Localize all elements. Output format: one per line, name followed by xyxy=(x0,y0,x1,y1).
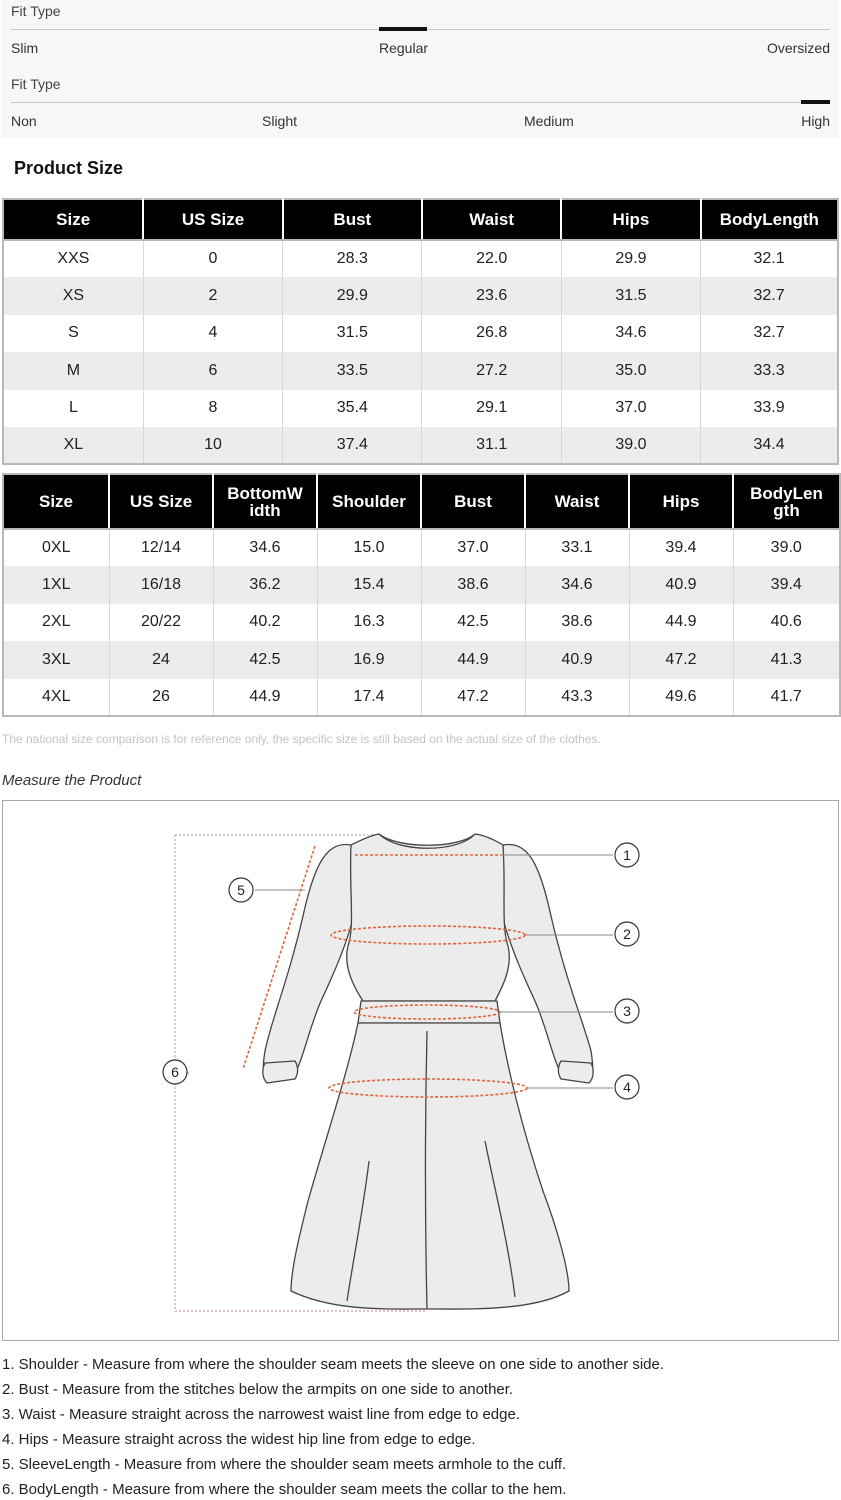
table-cell: 17.4 xyxy=(317,679,421,716)
fit-type-title-2: Fit Type xyxy=(11,76,61,92)
table-cell: 4 xyxy=(143,315,282,352)
table-cell: 16.3 xyxy=(317,604,421,641)
table-cell: 40.6 xyxy=(733,604,840,641)
table-cell: 8 xyxy=(143,390,282,427)
table-cell: 33.3 xyxy=(701,352,838,389)
header-shoulder: Shoulder xyxy=(317,474,421,529)
table-row xyxy=(3,604,840,641)
table-row xyxy=(3,277,838,314)
table-cell: 32.7 xyxy=(701,315,838,352)
table-cell: 2XL xyxy=(3,604,109,641)
fit-type-title-1: Fit Type xyxy=(11,3,61,19)
table-cell: 31.5 xyxy=(561,277,700,314)
dress-shape xyxy=(263,834,593,1309)
table-cell: 38.6 xyxy=(525,604,629,641)
table-cell: 39.4 xyxy=(733,566,840,603)
table-cell: 40.9 xyxy=(525,641,629,678)
header-bust: Bust xyxy=(283,199,422,240)
table-cell: 39.0 xyxy=(733,529,840,566)
table-cell: 43.3 xyxy=(525,679,629,716)
table-cell: 44.9 xyxy=(421,641,525,678)
table-cell: 0 xyxy=(143,240,282,277)
table-row xyxy=(3,240,838,277)
fit-scale-indicator-1 xyxy=(379,27,427,31)
table-cell: 24 xyxy=(109,641,213,678)
table-cell: 39.4 xyxy=(629,529,733,566)
table-row xyxy=(3,641,840,678)
table-cell: 41.3 xyxy=(733,641,840,678)
table-cell: 34.6 xyxy=(525,566,629,603)
svg-text:4: 4 xyxy=(623,1079,631,1095)
table-cell: 34.4 xyxy=(701,427,838,464)
table-cell: 26.8 xyxy=(422,315,561,352)
instruction-hips: 4. Hips - Measure straight across the widest hip line from edge to edge. xyxy=(2,1431,476,1448)
header-size: Size xyxy=(3,199,143,240)
header-waist: Waist xyxy=(422,199,561,240)
table-cell: 4XL xyxy=(3,679,109,716)
marker-2 xyxy=(615,922,639,946)
table-row xyxy=(3,427,838,464)
table-row xyxy=(3,352,838,389)
fit-type-panel xyxy=(2,0,838,138)
table-cell: 28.3 xyxy=(283,240,422,277)
svg-text:1: 1 xyxy=(623,847,631,863)
table-cell: 3XL xyxy=(3,641,109,678)
fit-option-slight: Slight xyxy=(262,113,298,129)
table-cell: XXS xyxy=(3,240,143,277)
table-cell: 44.9 xyxy=(213,679,317,716)
table-cell: 39.0 xyxy=(561,427,700,464)
svg-text:5: 5 xyxy=(237,882,245,898)
table-header-row xyxy=(3,199,838,240)
table-cell: 31.5 xyxy=(283,315,422,352)
svg-text:3: 3 xyxy=(623,1003,631,1019)
table-cell: 32.7 xyxy=(701,277,838,314)
header-body-length: BodyLength xyxy=(701,199,838,240)
table-cell: L xyxy=(3,390,143,427)
table-row xyxy=(3,390,838,427)
table-cell: 6 xyxy=(143,352,282,389)
fit-option-medium: Medium xyxy=(524,113,574,129)
marker-1 xyxy=(615,843,639,867)
table-cell: 29.9 xyxy=(283,277,422,314)
table-cell: XS xyxy=(3,277,143,314)
marker-4 xyxy=(615,1075,639,1099)
table-cell: 12/14 xyxy=(109,529,213,566)
svg-text:2: 2 xyxy=(623,926,631,942)
table-cell: 36.2 xyxy=(213,566,317,603)
header-us-size: US Size xyxy=(143,199,282,240)
table-cell: M xyxy=(3,352,143,389)
table-cell: 37.0 xyxy=(421,529,525,566)
table-cell: 26 xyxy=(109,679,213,716)
table-cell: 27.2 xyxy=(422,352,561,389)
table-row xyxy=(3,566,840,603)
table-cell: 41.7 xyxy=(733,679,840,716)
header-bottom-width: BottomW idth xyxy=(213,474,317,529)
fit-option-slim: Slim xyxy=(11,40,39,56)
table-cell: 35.4 xyxy=(283,390,422,427)
table-cell: 22.0 xyxy=(422,240,561,277)
table-cell: 29.9 xyxy=(561,240,700,277)
table-cell: 47.2 xyxy=(421,679,525,716)
table-cell: S xyxy=(3,315,143,352)
table-cell: 32.1 xyxy=(701,240,838,277)
measure-instructions xyxy=(2,1355,838,1500)
table-cell: 33.9 xyxy=(701,390,838,427)
table-header-row xyxy=(3,474,840,529)
header-hips: Hips xyxy=(629,474,733,529)
table-row xyxy=(3,315,838,352)
table-cell: 15.0 xyxy=(317,529,421,566)
table-cell: 47.2 xyxy=(629,641,733,678)
instruction-sleeve-length: 5. SleeveLength - Measure from where the shoulder seam meets armhole to the cuff. xyxy=(2,1456,567,1473)
product-size-title: Product Size xyxy=(14,158,124,178)
table-cell: 49.6 xyxy=(629,679,733,716)
table-cell: 2 xyxy=(143,277,282,314)
header-waist: Waist xyxy=(525,474,629,529)
table-cell: 23.6 xyxy=(422,277,561,314)
table-row xyxy=(3,529,840,566)
table-cell: 35.0 xyxy=(561,352,700,389)
instruction-bust: 2. Bust - Measure from the stitches below the armpits on one side to another. xyxy=(2,1381,514,1398)
header-size: Size xyxy=(3,474,109,529)
instruction-shoulder: 1. Shoulder - Measure from where the shoulder seam meets the sleeve on one side to another side. xyxy=(2,1356,665,1373)
table-cell: 16/18 xyxy=(109,566,213,603)
table-cell: 37.0 xyxy=(561,390,700,427)
instruction-body-length: 6. BodyLength - Measure from where the shoulder seam meets the collar to the hem. xyxy=(2,1481,567,1498)
fit-scale-line-2 xyxy=(11,102,830,103)
table-cell: 1XL xyxy=(3,566,109,603)
table-cell: 31.1 xyxy=(422,427,561,464)
table-cell: XL xyxy=(3,427,143,464)
header-bust: Bust xyxy=(421,474,525,529)
size-disclaimer: The national size comparison is for reference only, the specific size is still based on the actual size of the clothes. xyxy=(2,732,601,746)
table-cell: 38.6 xyxy=(421,566,525,603)
fit-option-regular: Regular xyxy=(379,40,429,56)
table-cell: 37.4 xyxy=(283,427,422,464)
table-cell: 40.2 xyxy=(213,604,317,641)
table-row xyxy=(3,679,840,716)
table-cell: 15.4 xyxy=(317,566,421,603)
marker-5 xyxy=(229,878,253,902)
measure-title: Measure the Product xyxy=(2,772,142,789)
table-cell: 29.1 xyxy=(422,390,561,427)
size-table-regular xyxy=(2,198,839,465)
header-us-size: US Size xyxy=(109,474,213,529)
dress-illustration xyxy=(3,801,840,1342)
header-body-length: BodyLen gth xyxy=(733,474,840,529)
table-cell: 42.5 xyxy=(213,641,317,678)
table-cell: 0XL xyxy=(3,529,109,566)
fit-option-non: Non xyxy=(11,113,37,129)
table-cell: 20/22 xyxy=(109,604,213,641)
header-hips: Hips xyxy=(561,199,700,240)
table-cell: 10 xyxy=(143,427,282,464)
marker-3 xyxy=(615,999,639,1023)
size-table-plus xyxy=(2,473,841,717)
marker-6 xyxy=(163,1060,187,1084)
fit-option-high: High xyxy=(801,113,830,129)
fit-scale-indicator-2 xyxy=(801,100,830,104)
svg-text:6: 6 xyxy=(171,1064,179,1080)
table-cell: 42.5 xyxy=(421,604,525,641)
measurement-diagram xyxy=(2,800,839,1341)
table-cell: 34.6 xyxy=(561,315,700,352)
table-cell: 44.9 xyxy=(629,604,733,641)
table-cell: 40.9 xyxy=(629,566,733,603)
fit-option-oversized: Oversized xyxy=(766,40,830,56)
instruction-waist: 3. Waist - Measure straight across the narrowest waist line from edge to edge. xyxy=(2,1406,521,1423)
table-cell: 33.1 xyxy=(525,529,629,566)
table-cell: 33.5 xyxy=(283,352,422,389)
table-cell: 16.9 xyxy=(317,641,421,678)
table-cell: 34.6 xyxy=(213,529,317,566)
